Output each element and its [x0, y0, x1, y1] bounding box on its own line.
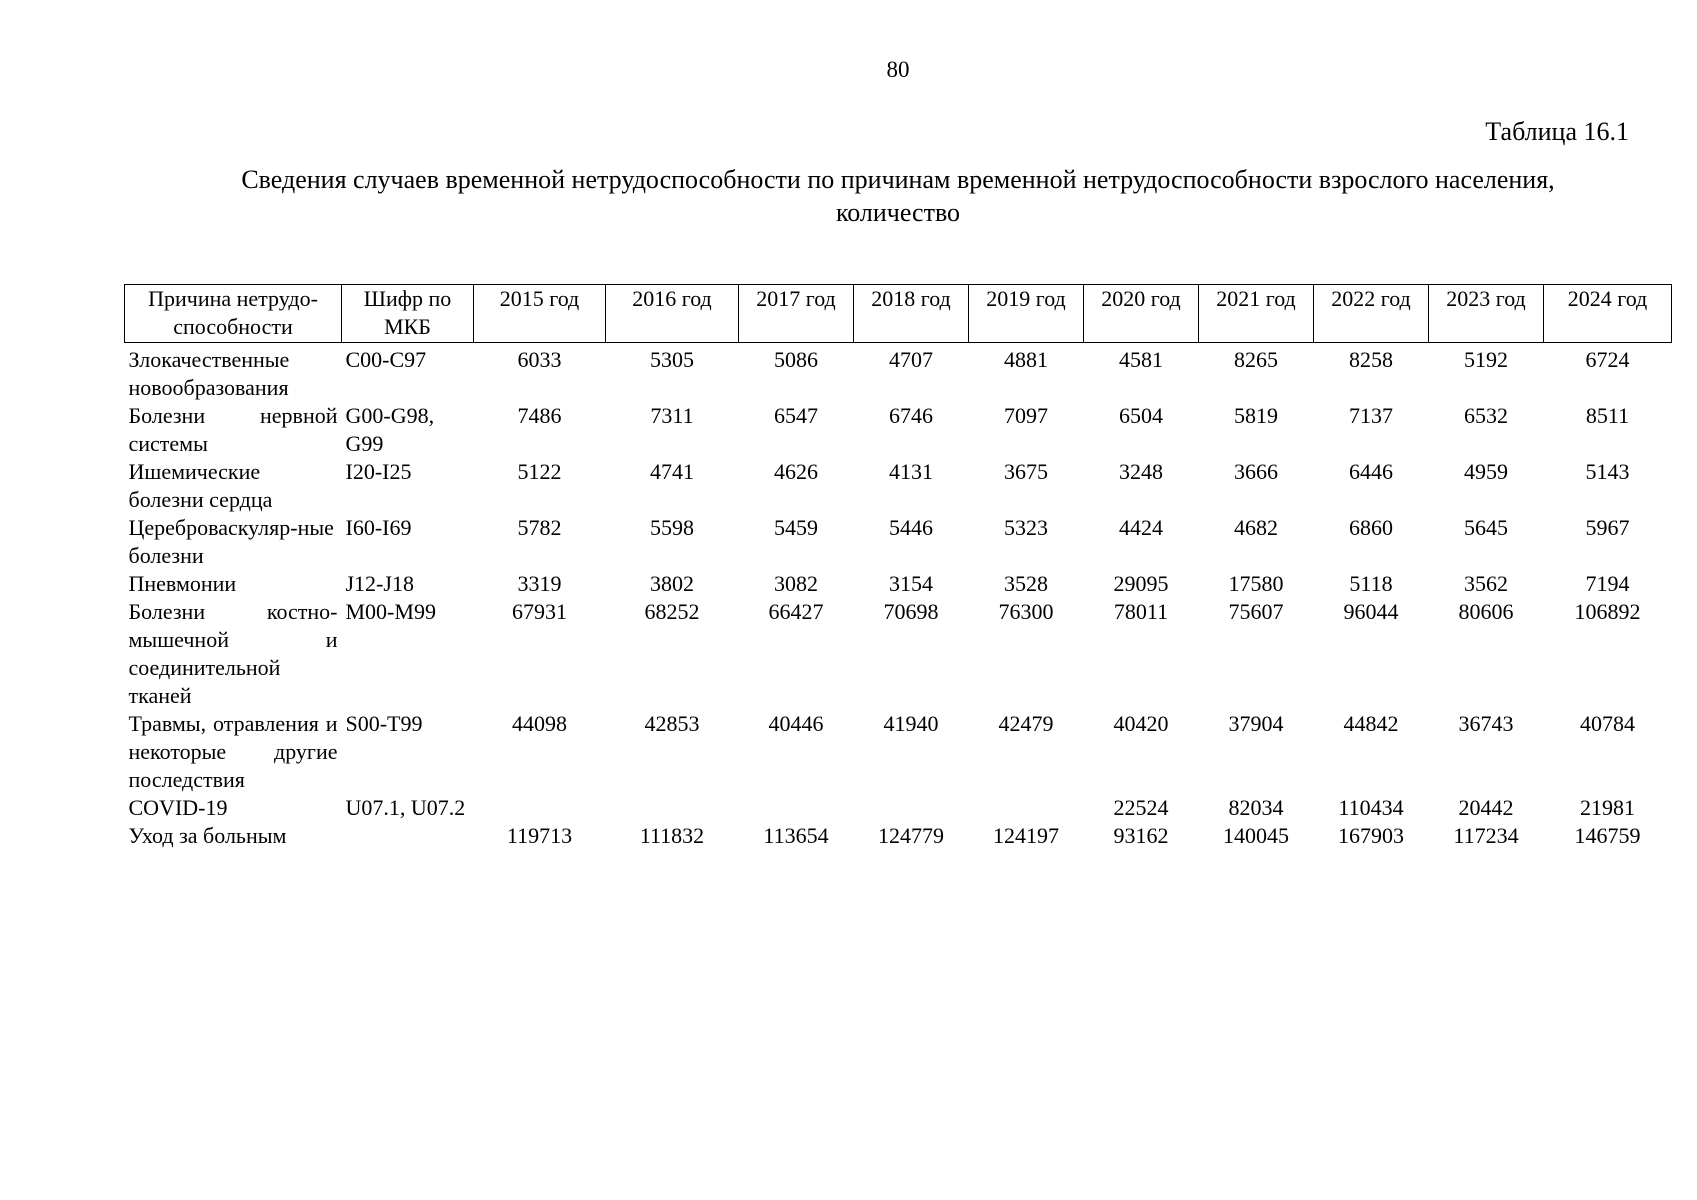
cell-value: 5143: [1585, 459, 1630, 484]
page-number: 80: [886, 57, 910, 82]
cell-value: 17580: [1228, 571, 1284, 596]
cell-icd-code: I60-I69: [345, 515, 412, 540]
cell-value: 6746: [889, 403, 933, 428]
cell-value: 80606: [1458, 599, 1514, 624]
cell-value: 146759: [1574, 823, 1641, 848]
header-2015: 2015 год: [474, 285, 606, 343]
cell-value: 5459: [774, 515, 818, 540]
cell-value: 110434: [1338, 795, 1404, 820]
cell-value: 5086: [774, 347, 818, 372]
cell-value: 22524: [1113, 795, 1169, 820]
cell-cause: COVID-19: [128, 795, 228, 820]
cell-value: [854, 794, 969, 822]
cell-value: 20442: [1458, 795, 1514, 820]
header-2016: 2016 год: [606, 285, 739, 343]
cell-value: 76300: [998, 599, 1054, 624]
table-row: [125, 402, 1672, 458]
cell-value: 67931: [512, 599, 567, 624]
cell-value: 6532: [1464, 403, 1508, 428]
cell-value: 3154: [889, 571, 933, 596]
cell-value: 106892: [1574, 599, 1641, 624]
cell-value: 21981: [1580, 795, 1635, 820]
header-2024: 2024 год: [1544, 285, 1672, 343]
header-2021: 2021 год: [1199, 285, 1314, 343]
cell-cause: Болезни костно-мышечной и соединительной тканей: [128, 599, 338, 708]
cell-icd-code: S00-T99: [345, 711, 423, 736]
table-row: [125, 570, 1672, 598]
cell-value: 93162: [1113, 823, 1169, 848]
cell-value: 3528: [1004, 571, 1048, 596]
cell-icd-code: U07.1, U07.2: [345, 795, 466, 820]
cell-value: 96044: [1343, 599, 1399, 624]
cell-value: 82034: [1228, 795, 1284, 820]
table-row: [125, 710, 1672, 794]
cell-value: 113654: [763, 823, 829, 848]
cell-value: 5967: [1585, 515, 1630, 540]
cell-icd-code: I20-I25: [345, 459, 412, 484]
cell-value: 140045: [1223, 823, 1289, 848]
cell-value: 40784: [1580, 711, 1635, 736]
cell-value: 44842: [1343, 711, 1399, 736]
header-2018: 2018 год: [854, 285, 969, 343]
cell-value: 5782: [517, 515, 562, 540]
cell-value: 44098: [512, 711, 567, 736]
cell-value: 7097: [1004, 403, 1048, 428]
cell-value: 75607: [1228, 599, 1284, 624]
cell-value: 4626: [774, 459, 818, 484]
cell-value: 40446: [768, 711, 824, 736]
table-header-row: [125, 285, 1672, 343]
cell-value: 29095: [1113, 571, 1169, 596]
cell-value: 3082: [774, 571, 818, 596]
cell-value: 5305: [650, 347, 694, 372]
cell-value: [474, 794, 606, 822]
header-code: Шифр по МКБ: [342, 285, 474, 343]
cell-icd-code: [342, 822, 474, 850]
table-row: [125, 794, 1672, 822]
cell-value: 5446: [889, 515, 933, 540]
cell-value: 3675: [1004, 459, 1048, 484]
cell-value: 3248: [1119, 459, 1163, 484]
cell-value: 119713: [506, 823, 573, 848]
cell-value: 6504: [1119, 403, 1163, 428]
header-2017: 2017 год: [739, 285, 854, 343]
cell-value: 7486: [517, 403, 562, 428]
cell-value: 8265: [1234, 347, 1278, 372]
cell-value: 6547: [774, 403, 818, 428]
cell-value: 68252: [644, 599, 700, 624]
cell-value: 117234: [1453, 823, 1519, 848]
cell-icd-code: M00-M99: [345, 599, 436, 624]
cell-value: 3802: [650, 571, 694, 596]
cell-value: 6446: [1349, 459, 1393, 484]
cell-cause: Цереброваскуляр-ные болезни: [128, 515, 334, 568]
cell-value: 111832: [639, 823, 705, 848]
cell-value: 6724: [1585, 347, 1630, 372]
table-title: Сведения случаев временной нетрудоспособности по причинам временной нетрудоспособности взрослого населения, количество: [241, 165, 1555, 227]
cell-cause: Травмы, отравления и некоторые другие последствия: [128, 711, 338, 792]
cell-value: 5323: [1004, 515, 1048, 540]
cell-value: 6860: [1349, 515, 1393, 540]
cell-value: 78011: [1113, 599, 1169, 624]
cell-value: [739, 794, 854, 822]
table-body: [125, 343, 1672, 851]
cell-value: [606, 794, 739, 822]
cell-value: 4682: [1234, 515, 1278, 540]
table-label: Таблица 16.1: [1485, 117, 1629, 146]
cell-value: 4881: [1004, 347, 1048, 372]
cell-value: 4424: [1119, 515, 1163, 540]
cell-value: 4707: [889, 347, 933, 372]
cell-value: 7137: [1349, 403, 1393, 428]
cell-icd-code: С00-С97: [345, 347, 427, 372]
cell-value: 41940: [883, 711, 939, 736]
header-2020: 2020 год: [1084, 285, 1199, 343]
cell-value: 4131: [889, 459, 933, 484]
incapacity-table: [124, 284, 1672, 850]
cell-value: 8258: [1349, 347, 1393, 372]
cell-icd-code: J12-J18: [345, 571, 414, 596]
cell-value: 4581: [1119, 347, 1163, 372]
cell-value: 3319: [517, 571, 562, 596]
cell-value: 5645: [1464, 515, 1508, 540]
cell-value: 4959: [1464, 459, 1508, 484]
cell-value: 40420: [1113, 711, 1169, 736]
cell-value: 124779: [878, 823, 944, 848]
cell-value: 5598: [650, 515, 694, 540]
cell-value: 42853: [644, 711, 700, 736]
cell-cause: Уход за больным: [128, 823, 287, 848]
table-row: [125, 514, 1672, 570]
cell-value: 66427: [768, 599, 824, 624]
cell-value: 5118: [1349, 571, 1393, 596]
cell-value: 3666: [1234, 459, 1278, 484]
cell-value: 42479: [998, 711, 1054, 736]
cell-value: 7194: [1585, 571, 1630, 596]
table-row: [125, 822, 1672, 850]
table-row: [125, 458, 1672, 514]
cell-value: 70698: [883, 599, 939, 624]
cell-cause: Ишемические болезни сердца: [128, 459, 273, 512]
cell-value: 36743: [1458, 711, 1514, 736]
cell-value: 5819: [1234, 403, 1278, 428]
cell-value: 8511: [1585, 403, 1630, 428]
cell-value: 167903: [1338, 823, 1404, 848]
table-row: [125, 598, 1672, 710]
header-2019: 2019 год: [969, 285, 1084, 343]
header-cause: Причина нетрудо-способности: [125, 285, 342, 343]
cell-value: [969, 794, 1084, 822]
cell-value: 3562: [1464, 571, 1508, 596]
cell-cause: Пневмонии: [128, 571, 237, 596]
header-2023: 2023 год: [1429, 285, 1544, 343]
cell-value: 5122: [517, 459, 562, 484]
cell-value: 37904: [1228, 711, 1284, 736]
cell-value: 7311: [650, 403, 694, 428]
cell-value: 124197: [993, 823, 1059, 848]
cell-cause: Болезни нервной системы: [128, 403, 338, 456]
header-2022: 2022 год: [1314, 285, 1429, 343]
cell-cause: Злокачественные новообразования: [128, 347, 290, 400]
cell-value: 5192: [1464, 347, 1508, 372]
table-row: [125, 343, 1672, 403]
cell-icd-code: G00-G98, G99: [345, 403, 435, 456]
cell-value: 6033: [517, 347, 562, 372]
cell-value: 4741: [650, 459, 694, 484]
